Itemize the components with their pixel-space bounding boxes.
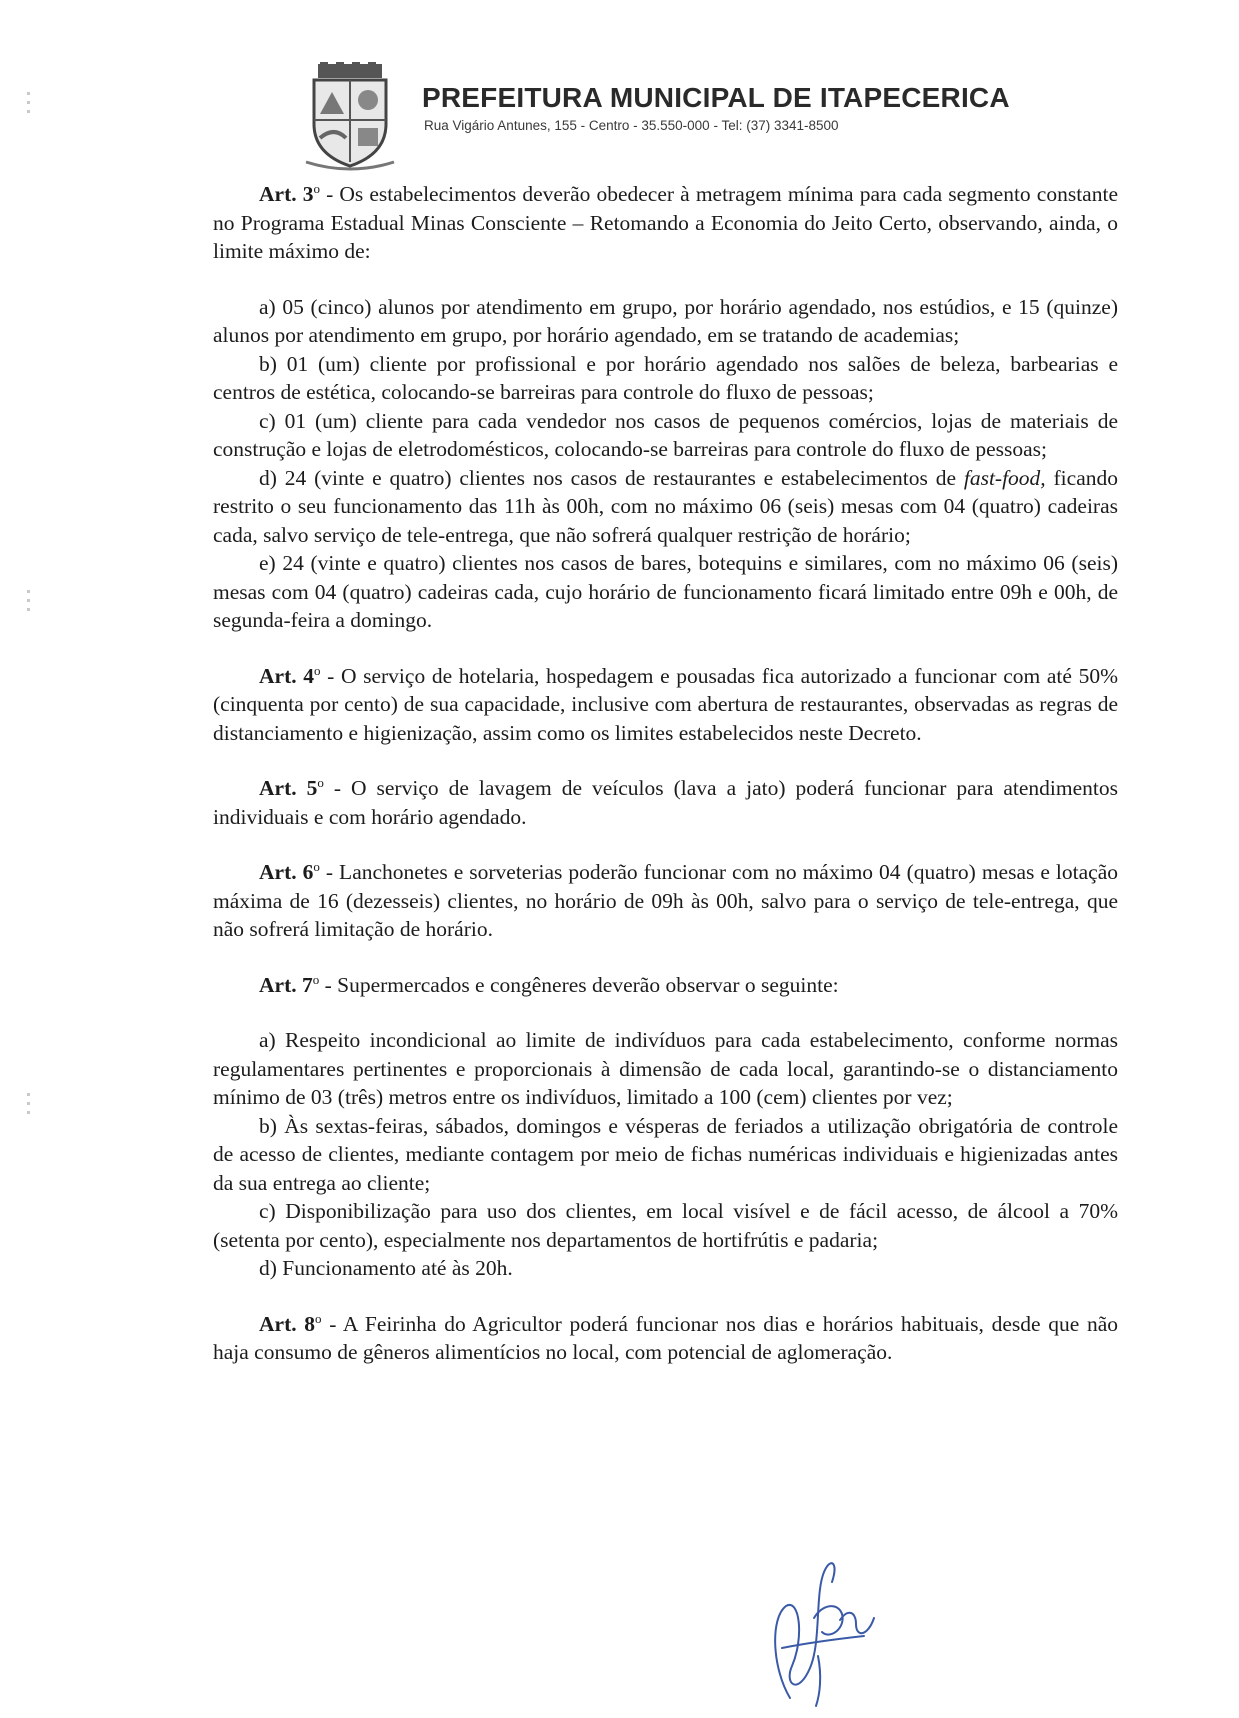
article-5 bbox=[213, 774, 1118, 831]
list-item-text: ficando restrito o seu funcionamento das 11h às 00h, com no máximo 06 (seis) mesas com 04 (quatro) cadeiras cada, salvo serviço de tele-entrega, que não sofrerá qualquer restrição de horário; bbox=[213, 465, 1118, 547]
letterhead-title: PREFEITURA MUNICIPAL DE ITAPECERICA bbox=[422, 82, 1010, 113]
article-text: - Os estabelecimentos deverão obedecer à metragem mínima para cada segmento constante no Programa Estadual Minas Consciente – Retomando a Economia do Jeito Certo, observando, ainda, o limite máximo de: bbox=[213, 182, 1118, 263]
article-text: - Supermercados e congêneres deverão observar o seguinte: bbox=[319, 972, 839, 997]
ordinal-mark: o bbox=[312, 971, 320, 987]
ordinal-mark: o bbox=[313, 180, 320, 196]
ordinal-mark: o bbox=[313, 858, 320, 874]
article-label: Art. 3 bbox=[259, 182, 314, 206]
list-item-text: d) 24 (vinte e quatro) clientes nos casos de restaurantes e estabelecimentos de bbox=[259, 465, 964, 490]
handwritten-signature-icon bbox=[752, 1548, 892, 1708]
letterhead-address: Rua Vigário Antunes, 155 - Centro - 35.550-000 - Tel: (37) 3341-8500 bbox=[424, 118, 839, 133]
margin-mark bbox=[22, 1093, 36, 1120]
list-item: d) Funcionamento até às 20h. bbox=[259, 1256, 513, 1280]
article-7 bbox=[213, 971, 1118, 1000]
article-label: Art. 6 bbox=[259, 860, 314, 884]
list-item: b) 01 (um) cliente por profissional e por horário agendado nos salões de beleza, barbearias e centros de estética, colocando-se barreiras para controle do fluxo de pessoas; bbox=[213, 351, 1118, 404]
article-6 bbox=[213, 858, 1118, 944]
list-item: c) Disponibilização para uso dos clientes, em local visível e de fácil acesso, de álcool a 70% (setenta por cento), especialmente nos departamentos de hortifrútis e padaria; bbox=[213, 1199, 1118, 1252]
list-item: e) 24 (vinte e quatro) clientes nos casos de bares, botequins e similares, com no máximo 06 (seis) mesas com 04 (quatro) cadeiras cada, cujo horário de funcionamento ficará limitado entre 09h e 00h, de segunda-feira a domingo. bbox=[213, 551, 1118, 632]
article-label: Art. 7 bbox=[259, 972, 313, 997]
list-item: b) Às sextas-feiras, sábados, domingos e vésperas de feriados a utilização obrigatória de controle de acesso de clientes, mediante contagem por meio de fichas numéricas individuais e higienizadas antes da sua entrega ao cliente; bbox=[213, 1113, 1118, 1195]
article-3 bbox=[213, 180, 1118, 266]
article-text: - Lanchonetes e sorveterias poderão funcionar com no máximo 04 (quatro) mesas e lotação máxima de 16 (dezesseis) clientes, no horário de 09h às 00h, salvo para o serviço de tele-entrega, que não sofrerá limitação de horário. bbox=[213, 860, 1119, 941]
list-item: a) 05 (cinco) alunos por atendimento em grupo, por horário agendado, nos estúdios, e 15 (quinze) alunos por atendimento em grupo, por horário agendado, em se tratando de academias; bbox=[213, 294, 1118, 347]
article-text: - A Feirinha do Agricultor poderá funcionar nos dias e horários habituais, desde que não haja consumo de gêneros alimentícios no local, com potencial de aglomeração. bbox=[213, 1311, 1118, 1364]
list-item: a) Respeito incondicional ao limite de indivíduos para cada estabelecimento, conforme normas regulamentares pertinentes e proporcionais à dimensão de cada local, garantindo-se o distanciamento mínimo de 03 (três) metros entre os indivíduos, limitado a 100 (cem) clientes por vez; bbox=[213, 1028, 1118, 1109]
article-4 bbox=[213, 662, 1118, 748]
article-label: Art. 8 bbox=[259, 1311, 316, 1336]
article-text: - O serviço de hotelaria, hospedagem e pousadas fica autorizado a funcionar com até 50% (cinquenta por cento) de sua capacidade, inclusive com abertura de restaurantes, observadas as regras de distanciamento e higienização, assim como os limites estabelecidos neste Decreto. bbox=[213, 663, 1118, 745]
margin-mark bbox=[22, 92, 36, 119]
list-item-italic: fast-food, bbox=[963, 465, 1046, 490]
ordinal-mark: o bbox=[317, 774, 324, 790]
article-label: Art. 5 bbox=[259, 776, 318, 800]
margin-mark bbox=[22, 590, 36, 617]
list-item: c) 01 (um) cliente para cada vendedor nos casos de pequenos comércios, lojas de materiais de construção e lojas de eletrodomésticos, colocando-se barreiras para controle do fluxo de pessoas; bbox=[213, 408, 1118, 461]
article-label: Art. 4 bbox=[259, 663, 314, 688]
list-item bbox=[213, 464, 1118, 550]
document-body bbox=[213, 180, 1118, 1367]
article-text: - O serviço de lavagem de veículos (lava a jato) poderá funcionar para atendimentos individuais e com horário agendado. bbox=[213, 776, 1119, 829]
ordinal-mark: o bbox=[314, 662, 321, 678]
article-8 bbox=[213, 1310, 1118, 1367]
municipal-coat-of-arms-icon bbox=[300, 62, 400, 172]
ordinal-mark: o bbox=[315, 1310, 322, 1326]
